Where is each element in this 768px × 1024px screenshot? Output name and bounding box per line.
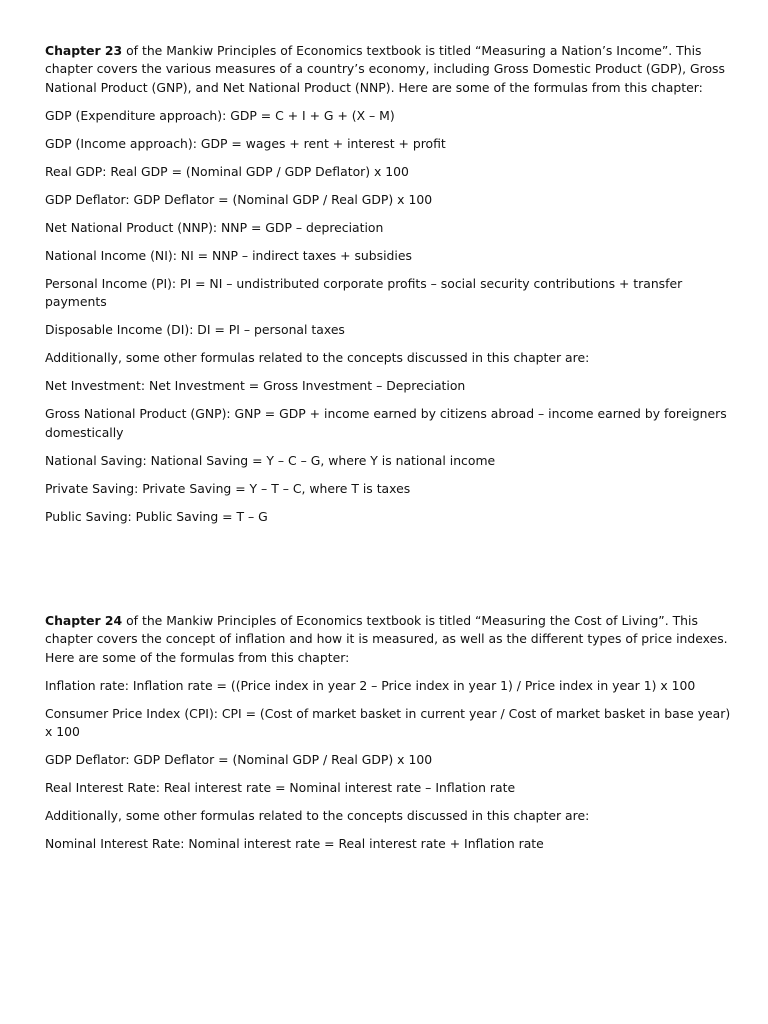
formula-line: Private Saving: Private Saving = Y – T – C, where T is taxes [45, 480, 411, 496]
formula-line: Real GDP: Real GDP = (Nominal GDP / GDP Deflator) x 100 [45, 163, 409, 179]
formula-line: Nominal Interest Rate: Nominal interest rate = Real interest rate + Inflation rate [45, 836, 544, 852]
chapter-23-section [45, 42, 733, 526]
formula-line: Disposable Income (DI): DI = PI – personal taxes [45, 322, 345, 338]
formula-line: National Saving: National Saving = Y – C – G, where Y is national income [45, 452, 496, 468]
chapter-23-label: Chapter 23 [45, 43, 123, 58]
formula-line: GDP (Income approach): GDP = wages + rent + interest + profit [45, 135, 446, 151]
chapter-23-intro-paragraph [45, 42, 733, 97]
formula-line: GDP Deflator: GDP Deflator = (Nominal GDP / Real GDP) x 100 [45, 191, 433, 207]
formula-line: National Income (NI): NI = NNP – indirect taxes + subsidies [45, 247, 412, 263]
formula-line: Net National Product (NNP): NNP = GDP – depreciation [45, 219, 384, 235]
formula-line: Real Interest Rate: Real interest rate = Nominal interest rate – Inflation rate [45, 780, 516, 796]
chapter-24-section [45, 612, 733, 854]
additional-formulas-intro: Additionally, some other formulas related to the concepts discussed in this chapter are: [45, 350, 590, 366]
formula-line: Gross National Product (GNP): GNP = GDP + income earned by citizens abroad – income earned by foreigners domestically [45, 406, 727, 440]
formula-line: Personal Income (PI): PI = NI – undistributed corporate profits – social security contributions + transfer payments [45, 275, 683, 310]
formula-line: Net Investment: Net Investment = Gross Investment – Depreciation [45, 378, 466, 394]
chapter-24-label: Chapter 24 [45, 613, 123, 629]
chapter-24-intro-text: of the Mankiw Principles of Economics textbook is titled “Measuring the Cost of Living”. This chapter covers the concept of inflation and how it is measured, as well as the different types of price indexes. Here are some of the formulas from this chapter: [45, 613, 728, 665]
formula-line: GDP Deflator: GDP Deflator = (Nominal GDP / Real GDP) x 100 [45, 752, 433, 768]
chapter-23-intro-text: of the Mankiw Principles of Economics textbook is titled “Measuring a Nation’s Income”. This chapter covers the various measures of a country’s economy, including Gross Domestic Product (GDP), Gross National Product (GNP), and Net National Product (NNP). Here are some of the formulas from this chapter: [45, 43, 725, 95]
formula-line: GDP (Expenditure approach): GDP = C + I + G + (X – M) [45, 107, 395, 123]
additional-formulas-intro: Additionally, some other formulas related to the concepts discussed in this chapter are: [45, 808, 590, 824]
document-page [45, 42, 733, 863]
formula-line: Inflation rate: Inflation rate = ((Price index in year 2 – Price index in year 1) / Price index in year 1) x 100 [45, 677, 696, 693]
formula-line: Public Saving: Public Saving = T – G [45, 508, 268, 524]
formula-line: Consumer Price Index (CPI): CPI = (Cost of market basket in current year / Cost of market basket in base year) x 100 [45, 705, 731, 740]
chapter-24-intro-paragraph [45, 612, 733, 667]
